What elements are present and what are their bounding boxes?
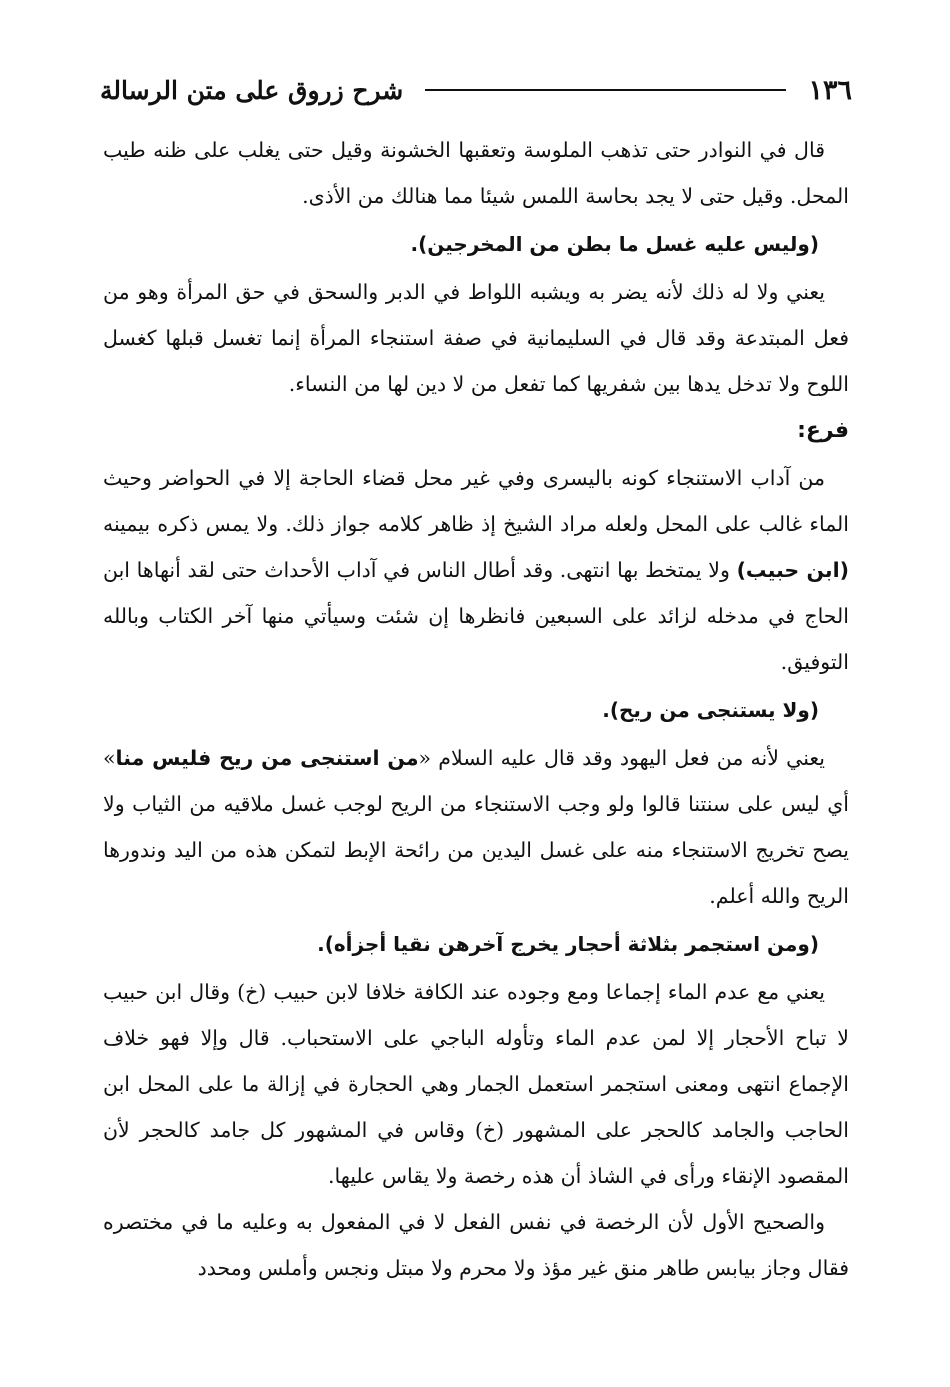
running-title: شرح زروق على متن الرسالة	[100, 75, 404, 105]
page-header	[100, 68, 852, 112]
hadith-quote: من استنجى من ريح فليس منا	[115, 746, 419, 770]
paragraph-3-text-a: من آداب الاستنجاء كونه باليسرى وفي غير محل قضاء الحاجة إلا في الحواضر وحيث الماء غالب على المحل ولعله مراد الشيخ إذ ظاهر كلامه جواز ذلك. ولا يمس ذكره بيمينه	[103, 466, 849, 536]
paragraph-4-text-a: يعني لأنه من فعل اليهود وقد قال عليه السلام «	[418, 746, 825, 770]
page-content	[103, 127, 849, 1291]
header-rule	[425, 89, 786, 91]
paragraph-5: يعني مع عدم الماء إجماعا ومع وجوده عند الكافة خلافا لابن حبيب (خ) وقال ابن حبيب لا تباح الأحجار إلا لمن عدم الماء وتأوله الباجي على الاستحباب. قال وإلا فهو خلاف الإجماع انتهى ومعنى استجمر استعمل الجمار وهي الحجارة في إزالة ما على المحل ابن الحاجب والجامد كالحجر على المشهور (خ) وقاس في المشهور كل جامد كالحجر لأن المقصود الإنقاء ورأى في الشاذ أن هذه رخصة ولا يقاس عليها.	[103, 980, 849, 1188]
paragraph-3	[103, 455, 849, 685]
page-number: ١٣٦	[808, 74, 852, 106]
matn-quote-1: (وليس عليه غسل ما بطن من المخرجين).	[410, 232, 819, 256]
paragraph-4	[103, 735, 849, 919]
section-heading-fara: فرع:	[797, 418, 849, 443]
matn-quote-2: (ولا يستنجى من ريح).	[602, 698, 819, 722]
paragraph-3-text-b: ولا يمتخط بها انتهى. وقد أطال الناس في آداب الأحداث حتى لقد أنهاها ابن الحاج في مدخله لزائد على السبعين فانظرها إن شئت وسيأتي منها آخر الكتاب وبالله التوفيق.	[103, 558, 849, 674]
paragraph-6: والصحيح الأول لأن الرخصة في نفس الفعل لا في المفعول به وعليه ما في مختصره فقال وجاز بيابس طاهر منق غير مؤذ ولا محرم ولا مبتل ونجس وأملس ومحدد	[103, 1210, 849, 1280]
matn-quote-3: (ومن استجمر بثلاثة أحجار يخرج آخرهن نقيا أجزأه).	[317, 932, 819, 956]
paragraph-1: قال في النوادر حتى تذهب الملوسة وتعقبها الخشونة وقيل حتى يغلب على ظنه طيب المحل. وقيل حتى لا يجد بحاسة اللمس شيئا مما هنالك من الأذى.	[103, 138, 849, 208]
cited-scholar-name: (ابن حبيب)	[736, 558, 849, 582]
paragraph-4-text-b: » أي ليس على سنتنا قالوا ولو وجب الاستنجاء من الريح لوجب غسل ملاقيه من الثياب ولا يصح تخريج الاستنجاء منه على غسل اليدين من رائحة الإبط لتمكن هذه من اليد وندورها الريح والله أعلم.	[103, 746, 849, 908]
paragraph-2: يعني ولا له ذلك لأنه يضر به ويشبه اللواط في الدبر والسحق في حق المرأة وهو من فعل المبتدعة وقد قال في السليمانية في صفة استنجاء المرأة إنما تغسل قبلها كغسل اللوح ولا تدخل يدها بين شفريها كما تفعل من لا دين لها من النساء.	[103, 280, 849, 396]
